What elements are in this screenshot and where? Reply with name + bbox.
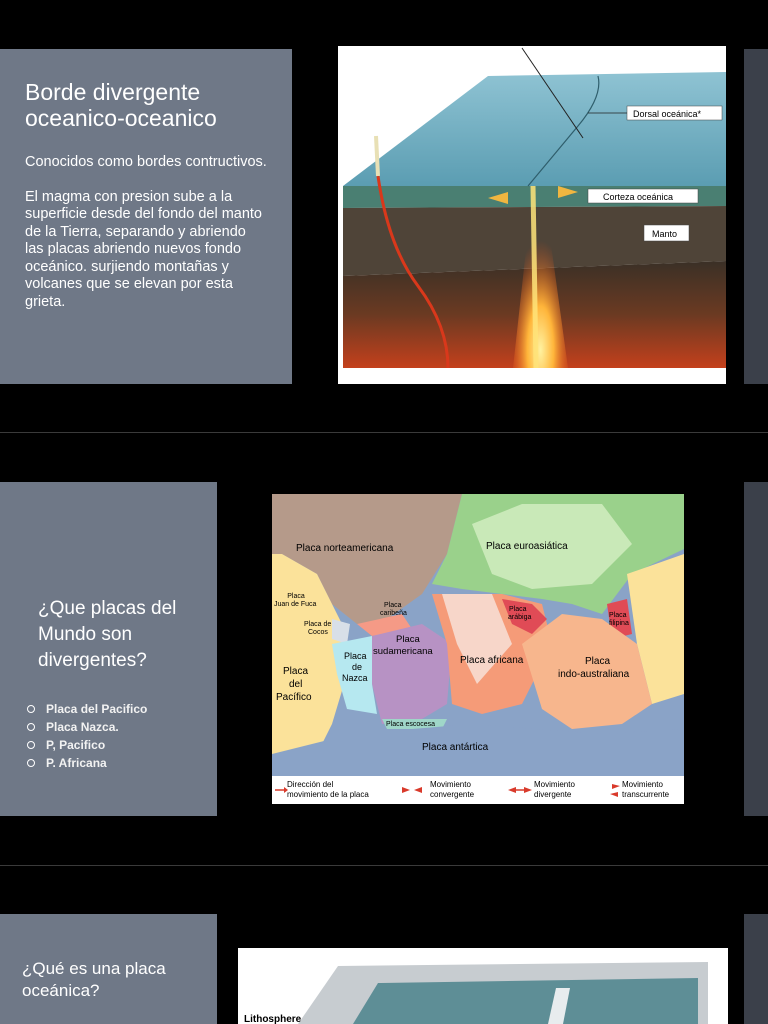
divergent-boundary-figure: [338, 46, 726, 384]
tectonic-plates-map: [272, 494, 684, 804]
legend-direction-line1: Dirección del: [287, 780, 334, 789]
map-label-nazca-3: Nazca: [342, 673, 368, 683]
map-label-eurasian: Placa euroasiática: [486, 541, 568, 552]
map-label-philippine-1: Placa: [609, 612, 627, 619]
legend-divergent-line2: divergente: [534, 790, 572, 799]
map-label-philippine-2: filipina: [609, 620, 629, 627]
bullet-icon: [27, 741, 35, 749]
slide1-right-strip: [744, 49, 768, 384]
legend-convergent-line1: Movimiento: [430, 780, 471, 789]
label-ridge: Dorsal oceánica*: [633, 109, 702, 119]
legend-transform-line2: transcurrente: [622, 790, 670, 799]
slide1-body: Conocidos como bordes contructivos. El magma con presion sube a la superficie desde del fondo del manto de la Tierra, separando y abriendo las placas abriendo nuevos fondo oceánico. surjiendo montañas y volcanes que se elevan por esta grieta.: [25, 153, 267, 310]
slide3-title: ¿Qué es una placa oceánica?: [22, 959, 166, 1000]
map-label-juan-de-fuca-1: Placa: [287, 593, 305, 600]
map-label-north-american: Placa norteamericana: [296, 543, 394, 554]
bullet-icon: [27, 723, 35, 731]
label-lithosphere: Lithosphere: [244, 1014, 302, 1024]
map-label-juan-de-fuca-2: Juan de Fuca: [274, 601, 317, 608]
map-label-caribbean-1: Placa: [384, 602, 402, 609]
slide2-right-strip: [744, 482, 768, 816]
slide3-right-strip: [744, 914, 768, 1024]
slide-divider-2: [0, 865, 768, 866]
list-item: Placa Nazca.: [27, 718, 207, 736]
map-label-nazca-1: Placa: [344, 651, 367, 661]
legend-direction-line2: movimiento de la placa: [287, 790, 369, 799]
map-label-arabian-2: arábiga: [508, 614, 532, 621]
slide1-title: Borde divergente oceanico-oceanico: [25, 79, 217, 132]
list-item: P. Africana: [27, 754, 207, 772]
legend-convergent-line2: convergente: [430, 790, 475, 799]
map-label-scotia: Placa escocesa: [386, 721, 436, 728]
label-crust: Corteza oceánica: [603, 192, 674, 202]
map-label-antarctic: Placa antártica: [422, 742, 489, 753]
map-label-arabian-1: Placa: [509, 606, 527, 613]
map-label-indo-australian-1: Placa: [585, 656, 611, 667]
map-label-pacific-3: Pacífico: [276, 692, 312, 703]
map-label-pacific-1: Placa: [283, 666, 309, 677]
list-item: P, Pacifico: [27, 736, 207, 754]
map-label-cocos-1: Placa de: [304, 621, 332, 628]
map-label-indo-australian-2: indo-australiana: [558, 669, 630, 680]
slide-divider-1: [0, 432, 768, 433]
slide2-title: ¿Que placas del Mundo son divergentes?: [38, 598, 177, 671]
map-label-african: Placa africana: [460, 655, 524, 666]
map-label-south-american-1: Placa: [396, 634, 420, 645]
oceanic-plate-figure: [238, 948, 728, 1024]
map-label-cocos-2: Cocos: [308, 629, 328, 636]
map-label-pacific-2: del: [289, 679, 303, 690]
legend-divergent-line1: Movimiento: [534, 780, 575, 789]
map-label-caribbean-2: caribeña: [380, 610, 407, 617]
list-item: Placa del Pacifico: [27, 700, 207, 718]
slide1-text-panel: [0, 49, 292, 384]
bullet-icon: [27, 759, 35, 767]
bullet-icon: [27, 705, 35, 713]
slide3-text-panel: [0, 914, 217, 1024]
slide2-bullet-list: [27, 700, 207, 772]
legend-transform-line1: Movimiento: [622, 780, 663, 789]
label-mantle: Manto: [652, 229, 678, 239]
map-label-south-american-2: sudamericana: [373, 646, 433, 657]
map-label-nazca-2: de: [352, 662, 363, 672]
